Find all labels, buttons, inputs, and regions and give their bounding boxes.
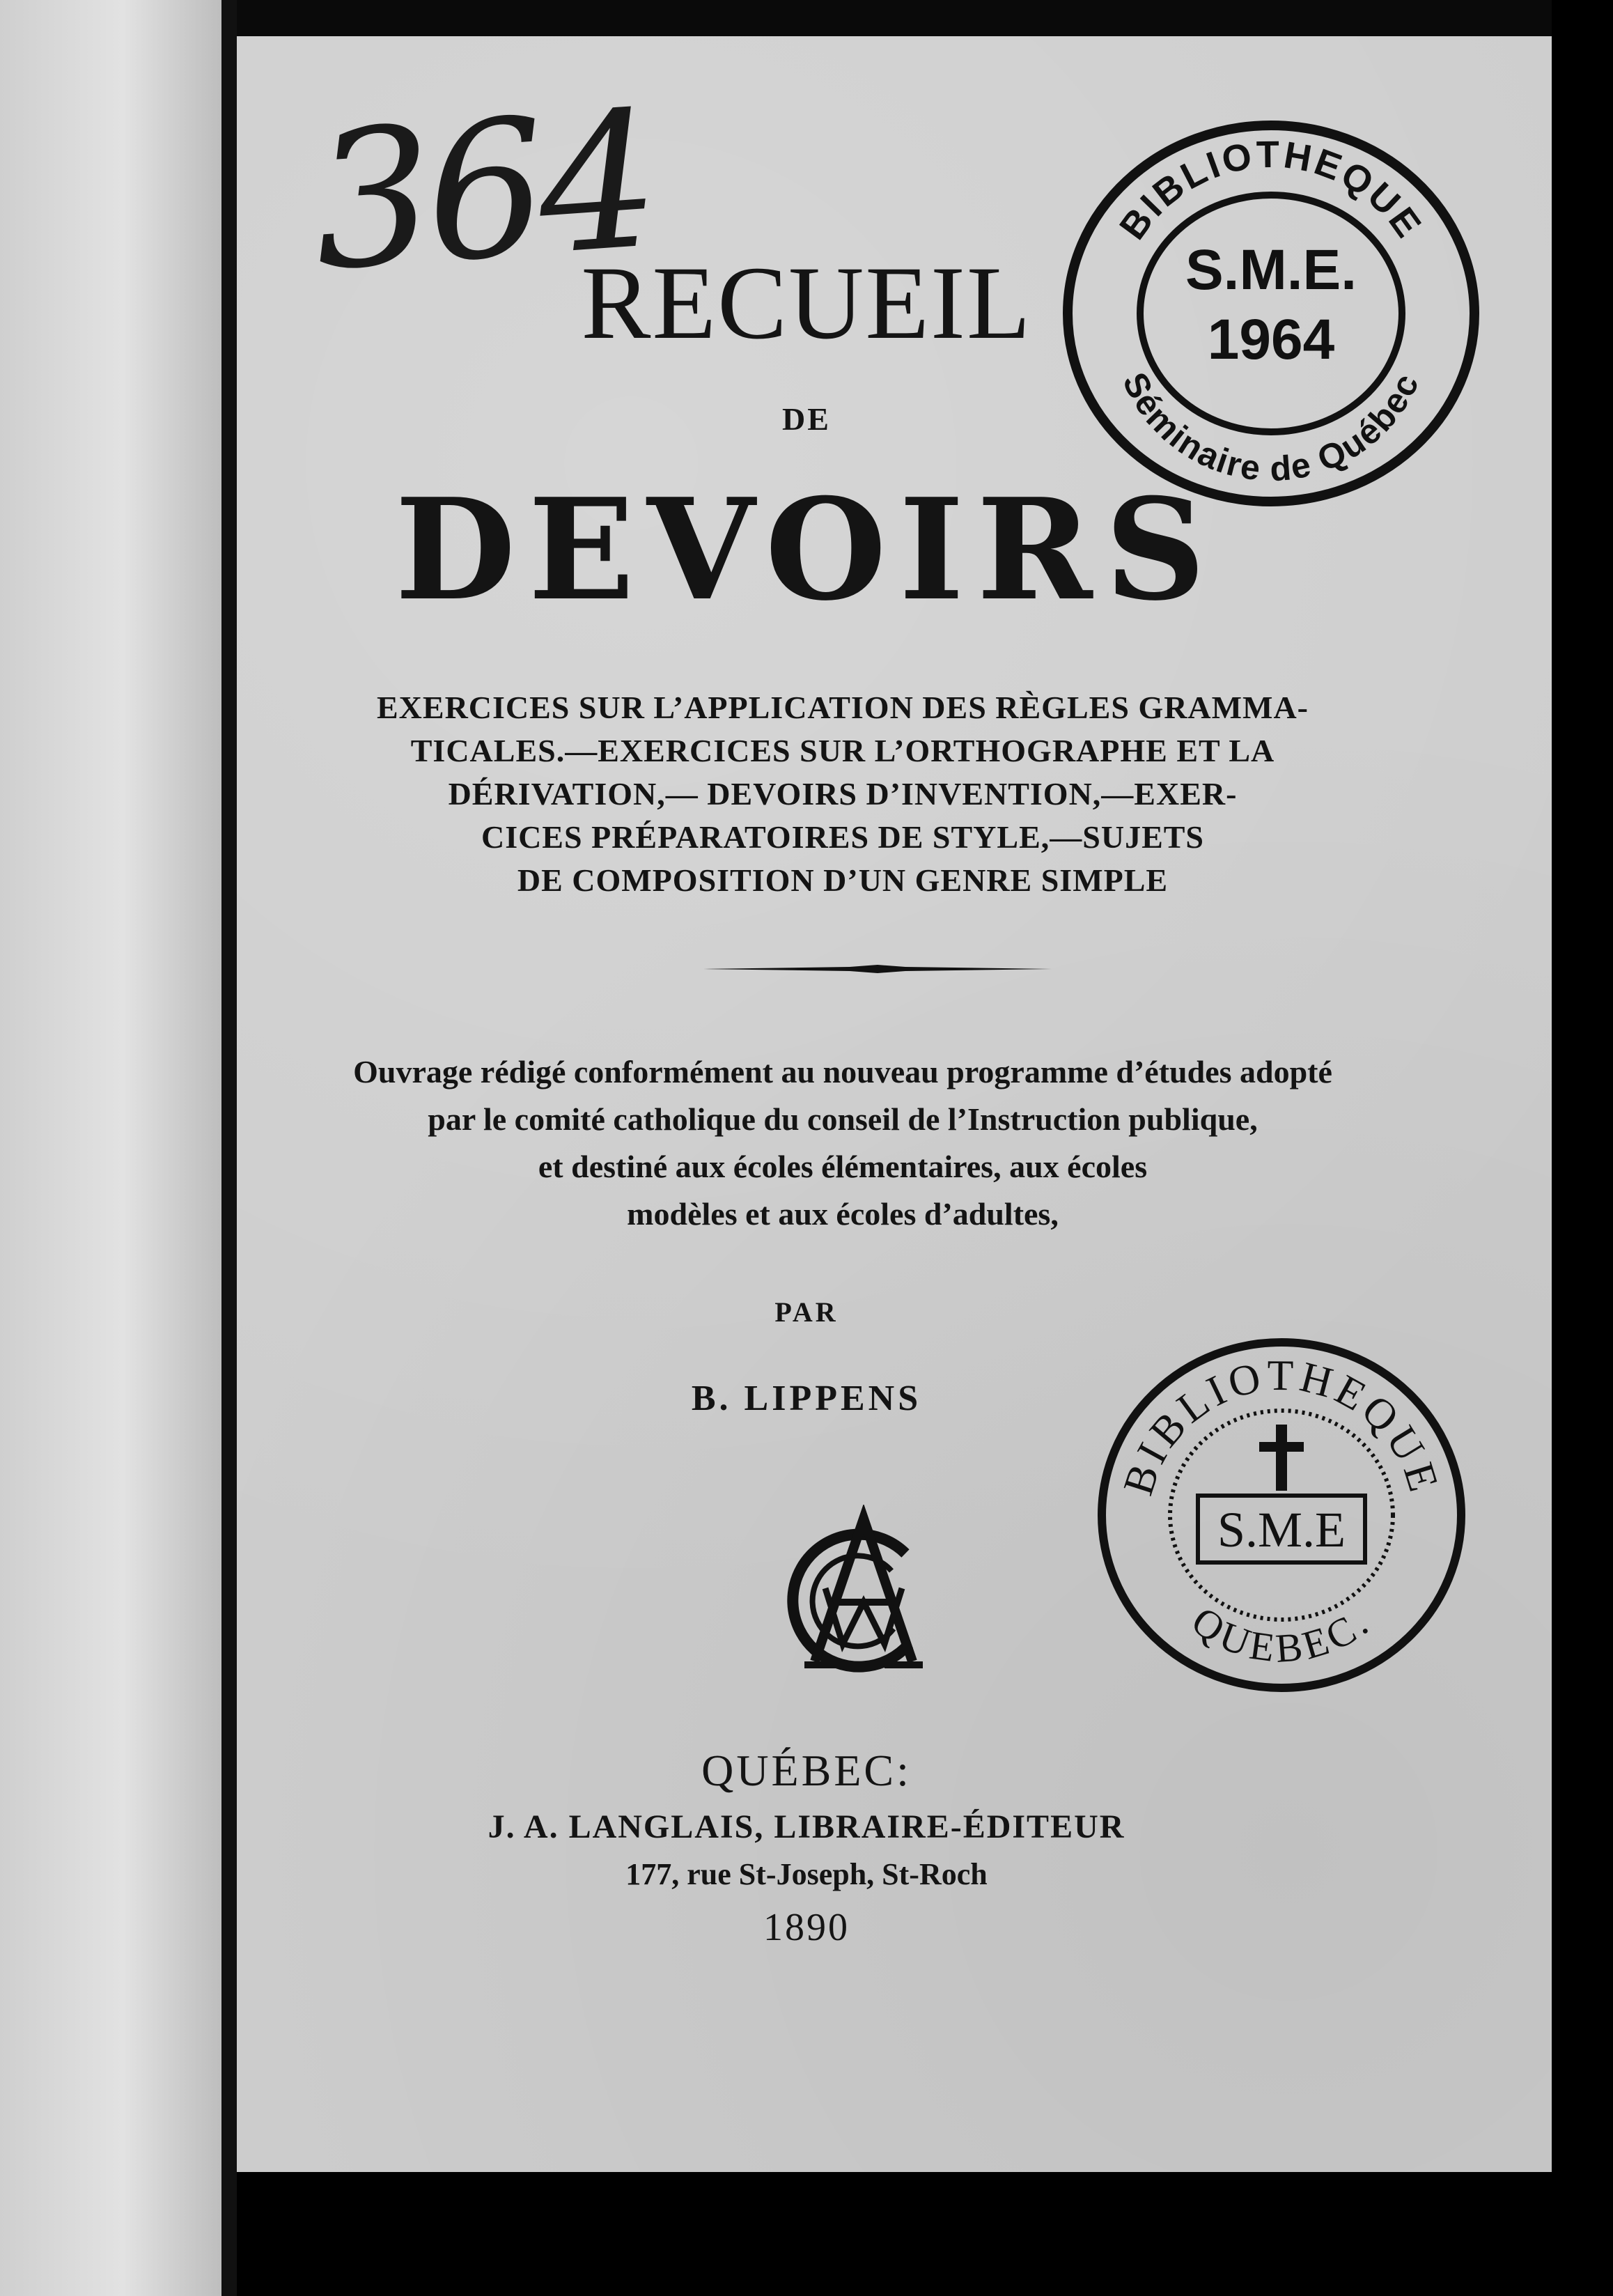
svg-text:QUEBEC. xyxy=(1184,1597,1380,1671)
scan-border-bottom xyxy=(237,2172,1552,2296)
publisher-monogram-icon xyxy=(777,1505,951,1693)
byline-par: PAR xyxy=(774,1296,839,1328)
subtitle-line: EXERCICES SUR L’APPLICATION DES RÈGLES GRAMMA- xyxy=(376,690,1309,725)
library-stamp-top xyxy=(1052,111,1490,515)
title-devoirs: DEVOIRS xyxy=(395,468,1218,632)
stamp-top-ring-top: BIBLIOTHEQUE xyxy=(1111,133,1431,247)
stamp-top-line2: 1964 xyxy=(1207,308,1335,371)
library-stamp-bottom xyxy=(1093,1334,1470,1696)
stamp-bottom-ring-bottom: QUEBEC. xyxy=(1183,1597,1380,1672)
stamp-bottom-ring-top: BIBLIOTHEQUE xyxy=(1114,1351,1449,1501)
stamp-top-line1: S.M.E. xyxy=(1185,238,1357,302)
description-line: modèles et aux écoles d’adultes, xyxy=(627,1196,1059,1232)
stamp-top-ring-bottom: Séminaire de Québec xyxy=(1115,366,1427,489)
imprint-publisher: J. A. LANGLAIS, LIBRAIRE-ÉDITEUR xyxy=(488,1808,1125,1845)
description xyxy=(327,1048,1358,1238)
handwritten-number: 364 xyxy=(306,70,659,313)
title-de: DE xyxy=(782,401,831,437)
subtitle-line: DE COMPOSITION D’UN GENRE SIMPLE xyxy=(517,862,1169,898)
subtitle-line: CICES PRÉPARATOIRES DE STYLE,—SUJETS xyxy=(481,819,1205,855)
ornamental-rule xyxy=(703,963,1052,975)
subtitle xyxy=(362,686,1323,902)
description-line: et destiné aux écoles élémentaires, aux écoles xyxy=(538,1149,1148,1184)
cross-icon xyxy=(1259,1425,1304,1491)
subtitle-line: TICALES.—EXERCICES SUR L’ORTHOGRAPHE ET LA xyxy=(410,733,1275,768)
author-name: B. LIPPENS xyxy=(691,1379,922,1418)
description-line: par le comité catholique du conseil de l’Instruction publique, xyxy=(428,1101,1258,1137)
imprint-year: 1890 xyxy=(763,1906,850,1949)
subtitle-line: DÉRIVATION,— DEVOIRS D’INVENTION,—EXER- xyxy=(448,776,1238,812)
title-recueil: RECUEIL xyxy=(581,245,1032,361)
description-line: Ouvrage rédigé conformément au nouveau programme d’études adopté xyxy=(353,1054,1332,1089)
stamp-bottom-center: S.M.E xyxy=(1217,1502,1346,1558)
imprint-address: 177, rue St-Joseph, St-Roch xyxy=(625,1857,988,1891)
imprint-city: QUÉBEC: xyxy=(701,1746,912,1795)
